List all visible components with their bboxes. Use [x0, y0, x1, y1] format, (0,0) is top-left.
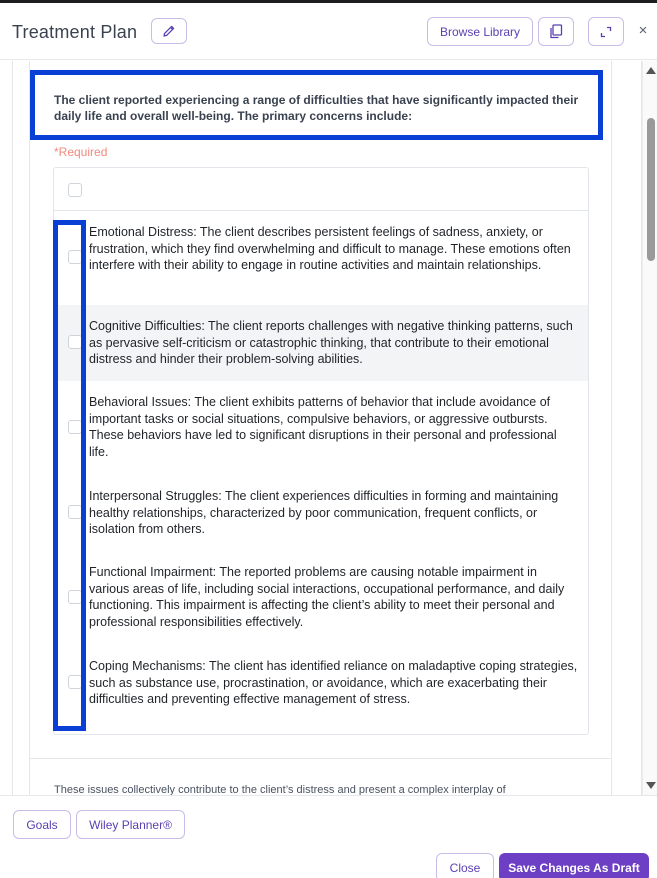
- edit-title-button[interactable]: [151, 18, 187, 44]
- dialog-title: Treatment Plan: [12, 22, 138, 42]
- dialog-footer: [0, 795, 657, 878]
- browse-library-button[interactable]: Browse Library: [427, 17, 533, 46]
- wiley-planner-button[interactable]: Wiley Planner®: [76, 810, 185, 839]
- expand-button[interactable]: [588, 17, 624, 46]
- scroll-down-arrow-icon[interactable]: [646, 782, 656, 789]
- list-item[interactable]: [54, 305, 588, 381]
- save-draft-button[interactable]: Save Changes As Draft: [499, 853, 649, 878]
- copy-icon: [549, 24, 563, 39]
- list-item[interactable]: [54, 475, 588, 551]
- item-text: Coping Mechanisms: The client has identified reliance on maladaptive coping strategies, such as substance use, procrastination, or avoidance, which are exacerbating their difficulties and preventing effective management of stress.: [89, 659, 578, 707]
- vertical-scrollbar[interactable]: [642, 61, 657, 795]
- item-text: Cognitive Difficulties: The client reports challenges with negative thinking patterns, such as pervasive self-criticism or catastrophic thinking, that contribute to their emotional distress and hinder their problem-solving abilities.: [89, 319, 573, 367]
- dialog-body: [0, 61, 657, 795]
- close-icon[interactable]: ×: [638, 22, 648, 39]
- item-text: Interpersonal Struggles: The client experiences difficulties in forming and maintaining healthy relationships, characterized by poor communication, frequent conflicts, or isolation from others.: [89, 489, 559, 537]
- close-button[interactable]: Close: [436, 853, 494, 878]
- options-list-header: [54, 168, 588, 211]
- checkbox-column-highlight: [53, 220, 86, 731]
- list-item[interactable]: [54, 381, 588, 475]
- item-text: Emotional Distress: The client describes persistent feelings of sadness, anxiety, or frustration, which they find overwhelming and difficult to manage. These emotions often interfere with their ability to engage in routine activities and maintain relationships.: [89, 225, 571, 273]
- pencil-icon: [162, 24, 176, 38]
- list-item[interactable]: [54, 211, 588, 305]
- item-text: Behavioral Issues: The client exhibits patterns of behavior that include avoidance of important tasks or social situations, compulsive behaviors, or aggressive outbursts. These behaviors have led to significant disruptions in their personal and professional life.: [89, 395, 557, 460]
- required-label: *Required: [54, 145, 108, 159]
- scrollbar-thumb[interactable]: [647, 118, 655, 261]
- scroll-up-arrow-icon[interactable]: [646, 67, 656, 74]
- options-list: [53, 167, 589, 735]
- question-text: The client reported experiencing a range of difficulties that have significantly impacted their daily life and overall well-being. The primary concerns include:: [54, 93, 579, 123]
- select-all-checkbox[interactable]: [68, 183, 82, 197]
- copy-button[interactable]: [538, 17, 574, 46]
- dialog-header: [0, 3, 657, 60]
- expand-icon: [600, 26, 612, 38]
- list-item[interactable]: [54, 645, 588, 734]
- item-text: Functional Impairment: The reported problems are causing notable impairment in various areas of life, including social interactions, occupational performance, and daily functioning. This impairment is affecting the client’s ability to meet their personal and professional responsibilities effectively.: [89, 565, 565, 630]
- goals-button[interactable]: Goals: [13, 810, 71, 839]
- summary-text: These issues collectively contribute to the client’s distress and present a complex interplay of: [54, 784, 506, 795]
- list-item[interactable]: [54, 551, 588, 645]
- section-divider: [30, 758, 612, 759]
